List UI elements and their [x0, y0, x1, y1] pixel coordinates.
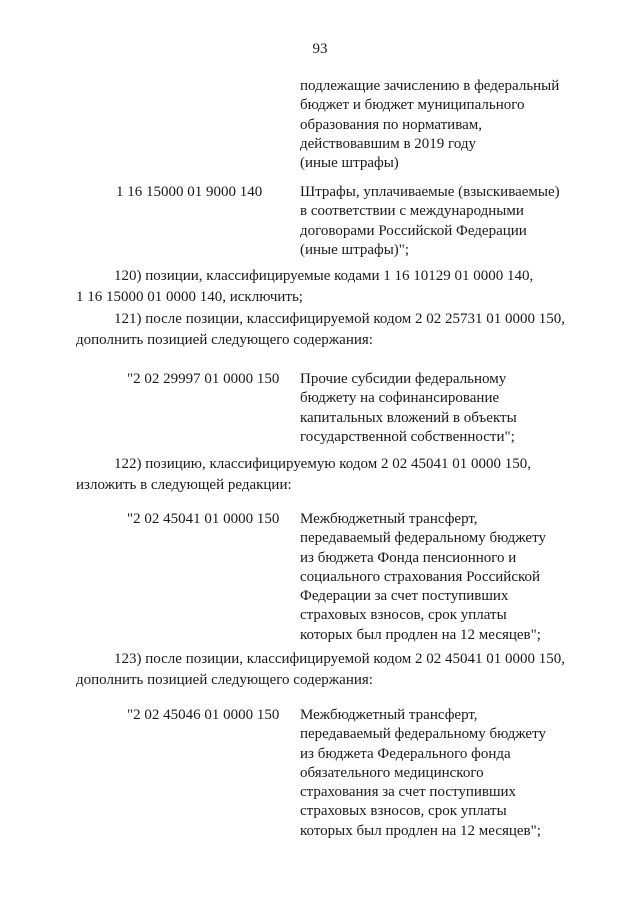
- entry-description-line: в соответствии с международными: [300, 203, 524, 220]
- entry-description: [300, 510, 546, 645]
- entry-description-line: страховых взносов, срок уплаты: [300, 607, 507, 624]
- paragraph-line-first: 123) после позиции, классифицируемой кодом 2 02 45041 01 0000 150,: [114, 651, 566, 667]
- entry-description-line: бюджету на софинансирование: [300, 390, 500, 407]
- paragraph-line-first: 122) позицию, классифицируемую кодом 2 02 45041 01 0000 150,: [114, 456, 531, 472]
- entry-description-line: действовавшим в 2019 году: [300, 135, 477, 152]
- entry-description: [300, 183, 560, 260]
- entry-description-line: подлежащие зачислению в федеральный: [300, 78, 560, 94]
- paragraph-120: [76, 266, 564, 308]
- entry-description-line: которых был продлен на 12 месяцев";: [300, 626, 541, 643]
- entry-description: [300, 77, 559, 173]
- entry-description-line: договорами Российской Федерации: [300, 222, 527, 239]
- entry-description-line: передаваемый федеральному бюджету: [300, 726, 546, 743]
- page-number: 93: [312, 41, 328, 57]
- entry-description-line: (иные штрафы)";: [300, 241, 410, 258]
- paragraph-122: [76, 454, 564, 496]
- paragraph-line: изложить в следующей редакции:: [76, 477, 292, 493]
- paragraph-line: 1 16 15000 01 0000 140, исключить;: [76, 289, 303, 305]
- entry-code: "2 02 45041 01 0000 150: [127, 511, 280, 527]
- paragraph-123: [76, 649, 564, 691]
- entry-description-line: страхования за счет поступивших: [300, 784, 517, 801]
- entry-description: [300, 370, 517, 447]
- entry-description-line: бюджет и бюджет муниципального: [300, 97, 525, 114]
- entry-description: [300, 706, 546, 841]
- entry-description-line: из бюджета Фонда пенсионного и: [300, 549, 517, 566]
- paragraph-line: дополнить позицией следующего содержания:: [76, 672, 373, 688]
- entry-code: "2 02 29997 01 0000 150: [127, 371, 280, 387]
- entry-description-line: обязательного медицинского: [300, 764, 484, 781]
- paragraph-121: [76, 309, 564, 351]
- entry-description-line: из бюджета Федерального фонда: [300, 745, 511, 762]
- paragraph-line: дополнить позицией следующего содержания:: [76, 332, 373, 348]
- entry-description-line: Федерации за счет поступивших: [300, 588, 509, 605]
- entry-description-line: Штрафы, уплачиваемые (взыскиваемые): [300, 184, 560, 200]
- entry-description-line: социального страхования Российской: [300, 568, 541, 585]
- entry-description-line: Прочие субсидии федеральному: [300, 371, 507, 387]
- entry-code: 1 16 15000 01 9000 140: [116, 184, 263, 200]
- entry-description-line: Межбюджетный трансферт,: [300, 511, 478, 527]
- paragraph-line-first: 120) позиции, классифицируемые кодами 1 16 10129 01 0000 140,: [114, 268, 534, 284]
- entry-description-line: капитальных вложений в объекты: [300, 409, 517, 426]
- entry-description-line: Межбюджетный трансферт,: [300, 707, 478, 723]
- entry-code: "2 02 45046 01 0000 150: [127, 707, 280, 723]
- entry-description-line: государственной собственности";: [300, 428, 515, 445]
- entry-description-line: которых был продлен на 12 месяцев";: [300, 822, 541, 839]
- entry-description-line: страховых взносов, срок уплаты: [300, 803, 507, 820]
- entry-description-line: образования по нормативам,: [300, 116, 482, 133]
- entry-description-line: передаваемый федеральному бюджету: [300, 530, 546, 547]
- entry-description-line: (иные штрафы): [300, 155, 399, 172]
- paragraph-line-first: 121) после позиции, классифицируемой кодом 2 02 25731 01 0000 150,: [114, 311, 566, 327]
